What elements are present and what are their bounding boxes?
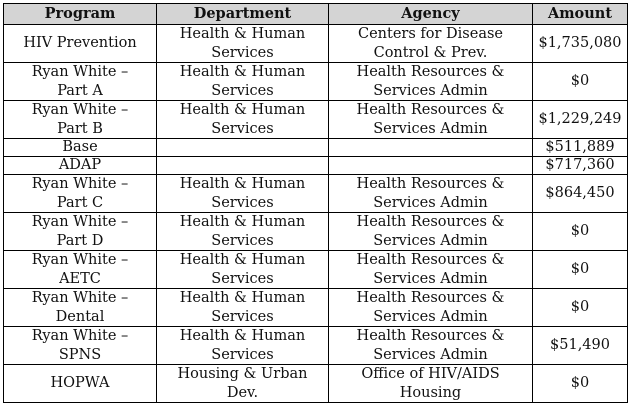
department-cell: [157, 213, 329, 251]
program-line: SPNS: [58, 346, 102, 363]
agency-cell: [329, 327, 533, 365]
department-line: Health & Human: [179, 176, 306, 192]
agency-line: Health Resources &: [356, 214, 505, 230]
program-line: Ryan White –: [31, 176, 129, 192]
agency-cell: [329, 101, 533, 139]
program-line: Ryan White –: [31, 290, 129, 306]
program-line: Ryan White –: [31, 214, 129, 230]
agency-cell: [329, 213, 533, 251]
department-cell: [157, 101, 329, 139]
department-line: Health & Human: [179, 328, 306, 344]
header-program: Program: [4, 4, 157, 25]
department-line: Dev.: [226, 384, 259, 401]
program-cell: [4, 327, 157, 365]
table-row: [4, 327, 628, 365]
agency-line: Control & Prev.: [373, 44, 488, 61]
agency-line: Services Admin: [373, 232, 488, 249]
agency-cell: [329, 175, 533, 213]
table-row: [4, 175, 628, 213]
program-line: Ryan White –: [31, 328, 129, 344]
table-row: [4, 25, 628, 63]
agency-line: Services Admin: [373, 270, 488, 287]
agency-line: Centers for Disease: [358, 26, 503, 42]
department-line: Services: [211, 308, 274, 325]
department-line: Services: [211, 270, 274, 287]
agency-line: Services Admin: [373, 82, 488, 99]
department-cell: [157, 25, 329, 63]
department-line: Health & Human: [179, 26, 306, 42]
program-cell: [4, 251, 157, 289]
table-row: [4, 251, 628, 289]
amount-cell: $0: [533, 289, 628, 327]
agency-line: Health Resources &: [356, 102, 505, 118]
program-cell: [4, 175, 157, 213]
header-row: [4, 4, 628, 25]
program-line: HOPWA: [50, 375, 110, 392]
agency-line: Health Resources &: [356, 64, 505, 80]
amount-cell: $0: [533, 251, 628, 289]
program-cell: [4, 63, 157, 101]
table-row: [4, 101, 628, 139]
department-cell: [157, 327, 329, 365]
department-line: Health & Human: [179, 214, 306, 230]
amount-cell: $0: [533, 63, 628, 101]
header-amount: Amount: [533, 4, 628, 25]
program-line: HIV Prevention: [23, 35, 137, 52]
table-row: [4, 63, 628, 101]
department-line: Services: [211, 44, 274, 61]
agency-line: Services Admin: [373, 346, 488, 363]
agency-line: Housing: [399, 384, 462, 401]
department-cell: [157, 175, 329, 213]
program-line: Part B: [57, 120, 103, 137]
department-cell: [157, 251, 329, 289]
agency-cell: [329, 139, 533, 157]
agency-line: Health Resources &: [356, 290, 505, 306]
table-row-sub: [4, 139, 628, 157]
department-cell: [157, 289, 329, 327]
program-cell: ADAP: [4, 157, 157, 175]
program-cell: [4, 25, 157, 63]
agency-line: Services Admin: [373, 120, 488, 137]
funding-table: [3, 3, 628, 403]
department-line: Services: [211, 120, 274, 137]
department-cell: [157, 63, 329, 101]
department-cell: [157, 157, 329, 175]
amount-cell: $0: [533, 213, 628, 251]
table-row: [4, 213, 628, 251]
department-line: Housing & Urban: [177, 366, 308, 382]
program-line: Ryan White –: [31, 252, 129, 268]
agency-cell: [329, 63, 533, 101]
amount-cell: $1,735,080: [533, 25, 628, 63]
program-line: Part A: [57, 82, 103, 99]
department-line: Health & Human: [179, 102, 306, 118]
program-line: Ryan White –: [31, 64, 129, 80]
agency-line: Health Resources &: [356, 328, 505, 344]
program-line: AETC: [59, 270, 101, 287]
amount-cell: $511,889: [533, 139, 628, 157]
agency-cell: [329, 157, 533, 175]
amount-cell: $51,490: [533, 327, 628, 365]
program-cell: [4, 289, 157, 327]
department-line: Health & Human: [179, 252, 306, 268]
program-cell: [4, 365, 157, 403]
agency-line: Health Resources &: [356, 176, 505, 192]
amount-cell: $1,229,249: [533, 101, 628, 139]
department-line: Services: [211, 194, 274, 211]
department-line: Health & Human: [179, 64, 306, 80]
table-row-sub: [4, 157, 628, 175]
department-line: Health & Human: [179, 290, 306, 306]
agency-cell: [329, 251, 533, 289]
department-line: Services: [211, 232, 274, 249]
agency-line: Office of HIV/AIDS: [361, 366, 500, 382]
agency-line: Health Resources &: [356, 252, 505, 268]
program-cell: [4, 213, 157, 251]
department-cell: [157, 139, 329, 157]
agency-cell: [329, 25, 533, 63]
agency-cell: [329, 289, 533, 327]
agency-line: Services Admin: [373, 194, 488, 211]
amount-cell: $864,450: [533, 175, 628, 213]
table-row: [4, 365, 628, 403]
program-line: Dental: [55, 308, 105, 325]
program-cell: [4, 101, 157, 139]
program-line: Ryan White –: [31, 102, 129, 118]
department-cell: [157, 365, 329, 403]
department-line: Services: [211, 346, 274, 363]
program-cell: Base: [4, 139, 157, 157]
header-department: Department: [157, 4, 329, 25]
amount-cell: $717,360: [533, 157, 628, 175]
department-line: Services: [211, 82, 274, 99]
header-agency: Agency: [329, 4, 533, 25]
agency-line: Services Admin: [373, 308, 488, 325]
table-row: [4, 289, 628, 327]
amount-cell: $0: [533, 365, 628, 403]
program-line: Part C: [56, 194, 104, 211]
agency-cell: [329, 365, 533, 403]
program-line: Part D: [56, 232, 104, 249]
